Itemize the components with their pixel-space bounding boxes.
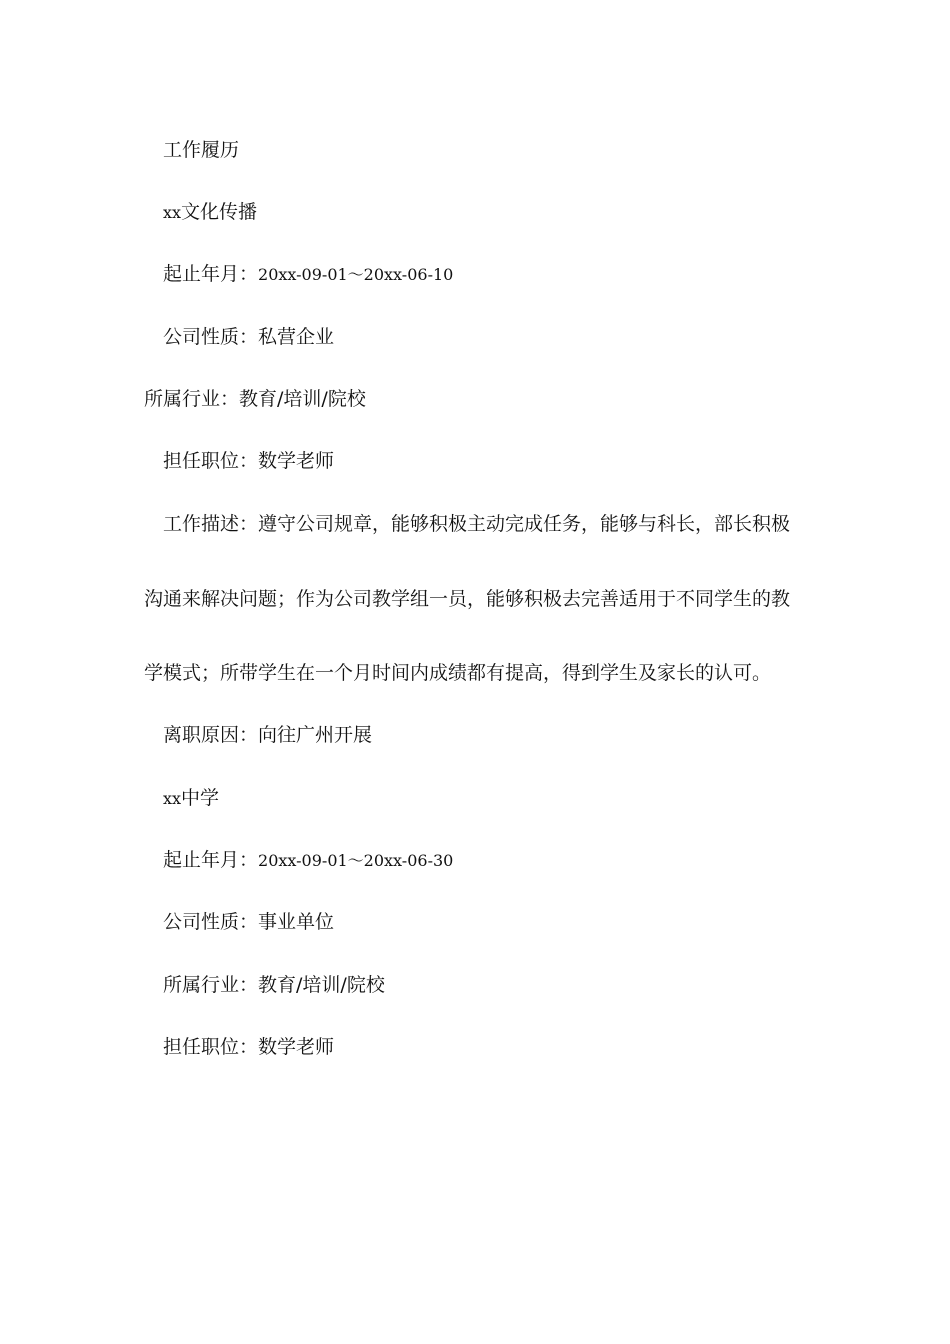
period-row: 起止年月：20xx-09-01～20xx-06-30 [163, 849, 454, 871]
description-continuation: 沟通来解决问题；作为公司教学组一员，能够积极去完善适用于不同学生的教 [144, 588, 791, 610]
description-continuation: 学模式；所带学生在一个月时间内成绩都有提高，得到学生及家长的认可。 [144, 662, 772, 684]
company-name: xx文化传播 [163, 201, 258, 223]
company-nature-row: 公司性质：事业单位 [163, 911, 335, 933]
period-row: 起止年月：20xx-09-01～20xx-06-10 [163, 263, 454, 285]
industry-row: 所属行业：教育/培训/院校 [163, 974, 385, 996]
company-nature-row: 公司性质：私营企业 [163, 326, 335, 348]
position-row: 担任职位：数学老师 [163, 1036, 335, 1058]
leave-reason-row: 离职原因：向往广州开展 [163, 724, 373, 746]
section-title: 工作履历 [163, 139, 240, 161]
position-row: 担任职位：数学老师 [163, 450, 335, 472]
description-row: 工作描述：遵守公司规章，能够积极主动完成任务，能够与科长，部长积极 [163, 513, 791, 535]
industry-row: 所属行业：教育/培训/院校 [144, 388, 366, 410]
company-name: xx中学 [163, 787, 220, 809]
